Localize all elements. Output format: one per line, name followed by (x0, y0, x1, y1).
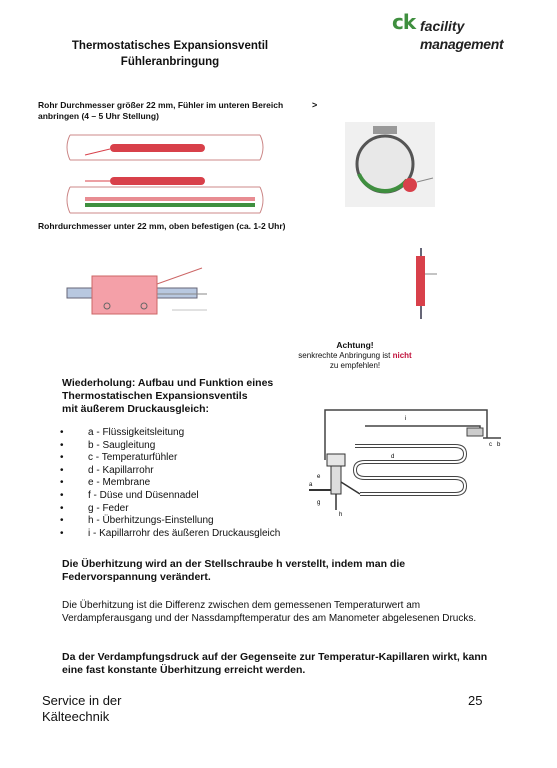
upper-sensor-bulb (110, 144, 205, 152)
legend-item: • f - Düse und Düsennadel (60, 490, 320, 503)
large-pipe-note-line-1: Rohr Durchmesser größer 22 mm, Fühler im unteren Bereich (38, 100, 284, 110)
expansion-valve-schematic (305, 398, 505, 538)
footer-title-line-1: Service in der (42, 693, 122, 708)
label-g: g (317, 500, 321, 506)
company-logo (392, 10, 542, 58)
sensor-clamp-body (92, 276, 157, 314)
logo-line-2: management (420, 36, 504, 52)
warning-text-a: senkrechte Anbringung ist (298, 351, 393, 360)
evaporator-coil-outer (355, 446, 465, 494)
title-line-1: Thermostatisches Expansionsventil (71, 40, 269, 52)
section-heading (62, 377, 322, 416)
suction-line (365, 426, 480, 434)
evaporator-coil-inner (355, 446, 465, 494)
label-h: h (339, 512, 343, 518)
section-heading-line-2: Thermostatischen Expansionsventils (62, 390, 248, 402)
legend-item: • i - Kapillarrohr des äußeren Druckausgleich (60, 528, 320, 541)
label-a: a (309, 482, 313, 488)
logo-ck: ck (392, 10, 416, 34)
upper-capillary (85, 149, 110, 155)
vertical-mounting-diagram (403, 246, 443, 321)
small-pipe-note: Rohrdurchmesser unter 22 mm, oben befestigen (ca. 1-2 Uhr) (38, 221, 286, 231)
warning-text-emphasis: nicht (392, 351, 412, 360)
lower-pipe-strap (85, 203, 255, 207)
vertical-sensor-bulb (416, 256, 425, 306)
label-b: b (497, 442, 501, 448)
legend-item: • a - Flüssigkeitsleitung (60, 427, 320, 440)
pipe-clamp (373, 126, 397, 134)
paragraph-superheat-definition: Die Überhitzung ist die Differenz zwischen dem gemessenen Temperaturwert am Verdampferausgang und der Nassdampftemperatur des am Manometer abgelesenen Drucks. (62, 600, 477, 624)
footer-title (42, 693, 121, 725)
component-legend (60, 427, 320, 540)
sensor-bulb-section (403, 178, 417, 192)
footer-title-line-2: Kälteechnik (42, 709, 110, 724)
sensor-bulb-schematic (467, 428, 483, 436)
legend-item: • c - Temperaturfühler (60, 452, 320, 465)
label-i: i (405, 416, 407, 422)
note-arrow: > (312, 100, 318, 110)
large-pipe-note (38, 100, 338, 122)
warning-note (295, 340, 415, 371)
page-number: 25 (468, 693, 483, 708)
lower-sensor-bulb (110, 177, 205, 185)
valve-outlet (341, 482, 360, 494)
large-pipe-sensor-diagram (65, 125, 265, 220)
capillary-line (157, 268, 202, 284)
logo-line-1: facility (420, 18, 465, 34)
large-pipe-note-line-2: anbringen (4 – 5 Uhr Stellung) (38, 111, 159, 121)
label-e: e (317, 474, 321, 480)
legend-item: • b - Saugleitung (60, 440, 320, 453)
paragraph-evaporation-pressure: Da der Verdampfungsdruck auf der Gegenseite zur Temperatur-Kapillaren wirkt, kann eine fast konstante Überhitzung erreicht werden. (62, 651, 488, 676)
legend-item: • h - Überhitzungs-Einstellung (60, 515, 320, 528)
warning-title: Achtung! (336, 340, 374, 350)
page-title (40, 38, 300, 70)
pipe-cross-section-diagram (345, 122, 435, 207)
valve-body (331, 466, 341, 494)
label-c: c (489, 442, 492, 448)
section-heading-line-3: mit äußerem Druckausgleich: (62, 403, 210, 415)
paragraph-superheat-adjustment: Die Überhitzung wird an der Stellschraube h verstellt, indem man die Federvorspannung verändert. (62, 558, 406, 583)
label-d: d (391, 454, 395, 460)
legend-item: • g - Feder (60, 503, 320, 516)
legend-item: • e - Membrane (60, 477, 320, 490)
small-pipe-sensor-diagram (62, 262, 212, 322)
lower-pipe-strap-top (85, 197, 255, 201)
valve-diaphragm (327, 454, 345, 466)
title-line-2: Fühleranbringung (120, 56, 220, 68)
section-heading-line-1: Wiederholung: Aufbau und Funktion eines (62, 377, 274, 389)
legend-item: • d - Kapillarrohr (60, 465, 320, 478)
warning-text-line-2: zu empfehlen! (329, 361, 381, 370)
